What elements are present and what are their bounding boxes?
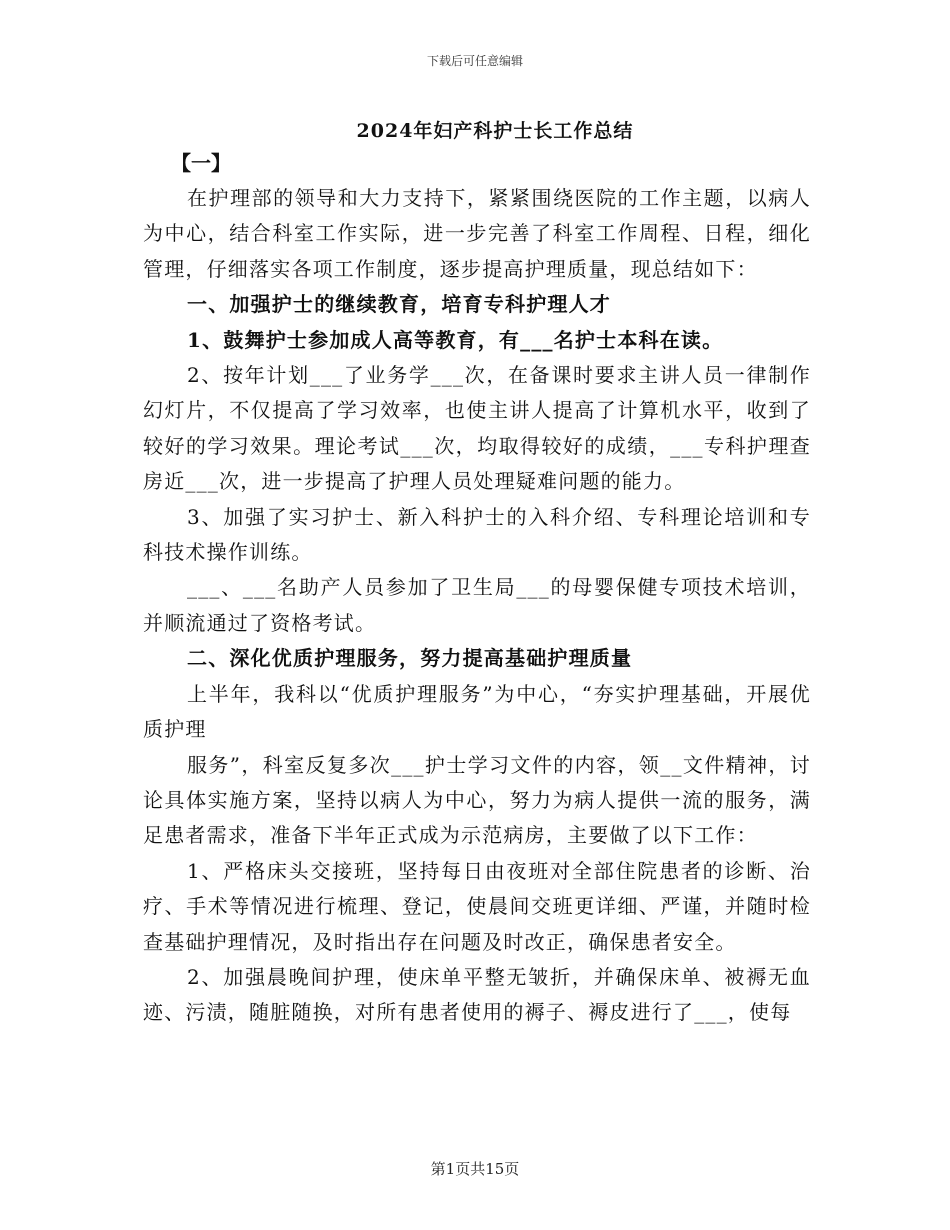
paragraph-section-2-intro: 上半年，我科以“优质护理服务”为中心，“夯实护理基础，开展优质护理 [143,681,811,742]
paragraph-item-2-1: 1、严格床头交接班，坚持每日由夜班对全部住院患者的诊断、治疗、手术等情况进行梳理、登记，使晨间交班更详细、严谨，并随时检查基础护理情况，及时指出存在问题及时改正，确保患者安全。 [143,858,811,954]
paragraph-item-1-4: ___、___名助产人员参加了卫生局___的母婴保健专项技术培训，并顺流通过了资格考试。 [143,575,811,635]
document-title: 2024年妇产科护士长工作总结 [356,120,634,142]
paragraph-item-2-2: 2、加强晨晚间护理，使床单平整无皱折，并确保床单、被褥无血迹、污渍，随脏随换，对所有患者使用的褥子、褥皮进行了___，使每 [143,964,811,1025]
paragraph-intro: 在护理部的领导和大力支持下，紧紧围绕医院的工作主题，以病人为中心，结合科室工作实际，进一步完善了科室工作周程、日程，细化管理，仔细落实各项工作制度，逐步提高护理质量，现总结如下： [143,186,811,281]
heading-section-2: 二、深化优质护理服务，努力提高基础护理质量 [187,646,633,671]
heading-section-1: 一、加强护士的继续教育，培育专科护理人才 [187,292,611,317]
header-note: 下载后可任意编辑 [426,54,523,68]
section-label: 【一】 [171,151,231,175]
paragraph-item-1-3: 3、加强了实习护士、新入科护士的入科介绍、专科理论培训和专科技术操作训练。 [143,504,811,565]
paragraph-section-2-continued: 服务”，科室反复多次___护士学习文件的内容，领__文件精神，讨论具体实施方案，坚持以病人为中心，努力为病人提供一流的服务，满足患者需求，准备下半年正式成为示范病房，主要做了以下工作： [143,752,811,848]
page-indicator: 第1页共15页 [430,1160,520,1178]
paragraph-item-1-2: 2、按年计划___了业务学___次，在备课时要求主讲人员一律制作幻灯片，不仅提高了学习效率，也使主讲人提高了计算机水平，收到了较好的学习效果。理论考试___次，均取得较好的成绩，___专科护理查房近___次，进一步提高了护理人员处理疑难问题的能力。 [143,363,811,494]
paragraph-item-1-1: 1、鼓舞护士参加成人高等教育，有___名护士本科在读。 [187,327,724,352]
document-body [143,146,811,1031]
